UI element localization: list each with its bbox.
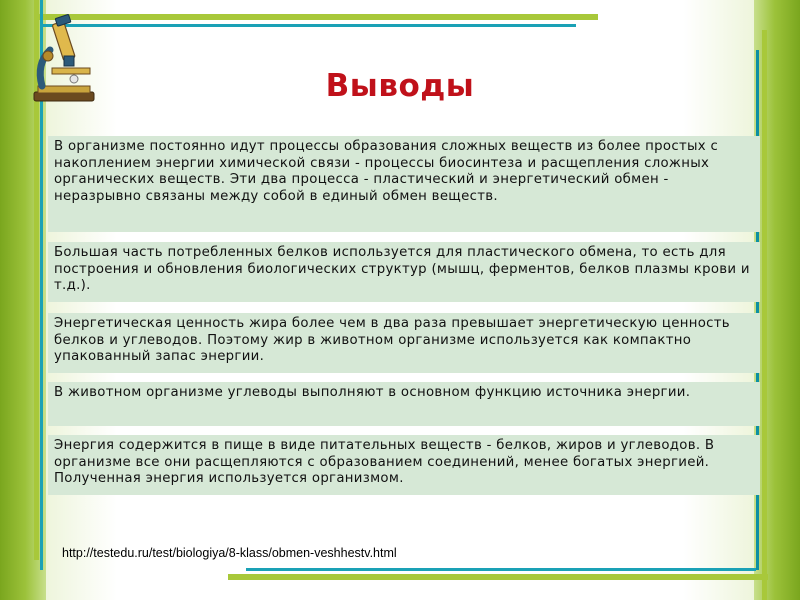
conclusion-box-1: В организме постоянно идут процессы образования сложных веществ из более простых с накоплением энергии химической связи - процессы биосинтеза и расщепления сложных органических веществ. Эти два процесса - пластический и энергетический обмен - неразрывно связаны между собой в единый обмен веществ. (48, 136, 760, 232)
bottom-teal-line (246, 568, 756, 571)
conclusion-box-5: Энергия содержится в пище в виде питательных веществ - белков, жиров и углеводов. В организме все они расщепляются с образованием соединений, менее богатых энергией. Полученная энергия используется организмом. (48, 435, 760, 495)
top-green-line (34, 14, 598, 20)
conclusion-box-3: Энергетическая ценность жира более чем в два раза превышает энергетическую ценность белков и углеводов. Поэтому жир в животном организме используется как компактно упакованный запас энергии. (48, 313, 760, 373)
slide-title: Выводы (325, 68, 475, 104)
conclusion-box-2: Большая часть потребленных белков используется для пластического обмена, то есть для построения и обновления биологических структур (мышц, ферментов, белков плазмы крови и т.д.). (48, 242, 760, 302)
conclusion-box-4: В животном организме углеводы выполняют в основном функцию источника энергии. (48, 382, 760, 426)
right-green-line (762, 30, 767, 600)
top-teal-line (40, 24, 576, 27)
bottom-green-line (228, 574, 768, 580)
source-link[interactable]: http://testedu.ru/test/biologiya/8-klass/obmen-veshhestv.html (62, 546, 397, 560)
